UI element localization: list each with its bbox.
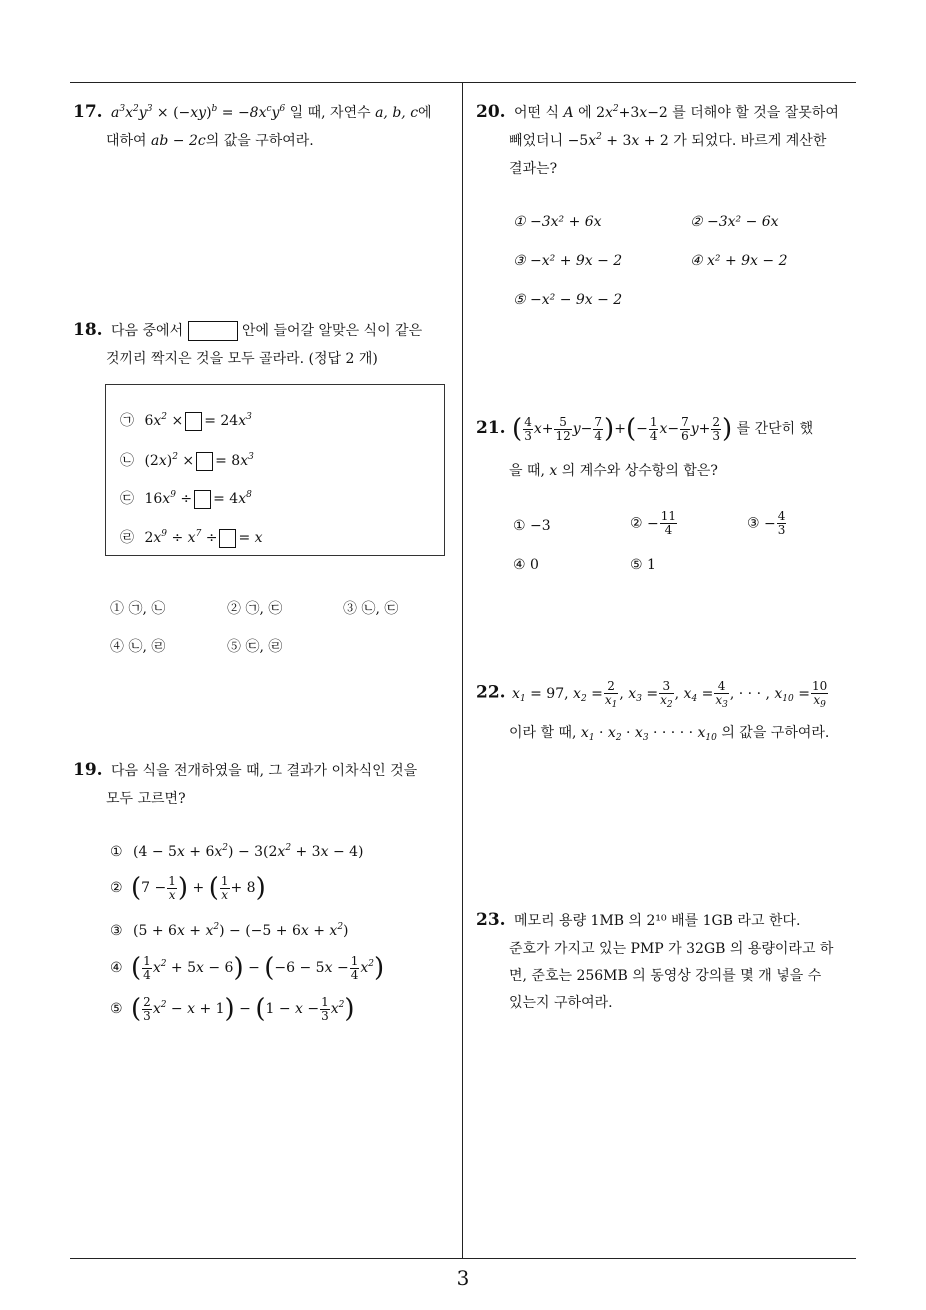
column-divider	[462, 83, 463, 1259]
option-mark: ③	[110, 923, 123, 939]
expression: ab − 2c	[151, 133, 206, 149]
item-mark: ㉢	[120, 491, 134, 507]
question-21: 21. ( $\frac{4}{3}$ x+ $\frac{5}{12}$ y− $\frac{7}{4}$ )+(− $\frac{1}{4}$ x− $\frac{7}{6}$ y+ $\frac{2}{3}$ ) 를 간단히 했	[476, 414, 814, 444]
question-19	[73, 760, 417, 780]
q19-option-4[interactable]: ④ ( $\frac{1}{4}$ $x^2 + 5x - 6) - (-6 - 5x$ − $\frac{1}{4}$ $x^2$)	[110, 953, 385, 983]
question-text: 다음 식을 전개하였을 때, 그 결과가 이차식인 것을	[111, 763, 418, 779]
question-text: 을 때,	[509, 463, 545, 479]
q21-option-1[interactable]: ① −3	[513, 518, 551, 534]
question-23-line4	[509, 992, 613, 1012]
option-mark: ④	[110, 960, 123, 976]
question-text: 를 간단히 했	[736, 421, 814, 437]
question-number: 20.	[476, 102, 506, 122]
question-text: 준호가 가지고 있는 PMP 가 32GB 의 용량이라고 하	[509, 941, 834, 957]
top-rule	[70, 82, 856, 83]
question-17: 17. $a^3x^2y^3 \times (-xy)^b = -8x^cy^6$ 일 때, 자연수 a, b, c에	[73, 102, 432, 122]
item-c: ㉢ $16x^9$ ÷ = $4x^8$	[120, 490, 252, 507]
question-22-line2: 이라 할 때, $x_1 \cdot x_2 \cdot x_3$ · · · · · $x_{10}$ 의 값을 구하여라.	[509, 725, 830, 743]
q21-option-4[interactable]: ④ 0	[513, 557, 539, 573]
question-text: 안에 들어갈 알맞은 식이 같은	[242, 323, 423, 339]
q21-option-3[interactable]: ③ − $\frac{4}{3}$	[747, 509, 786, 537]
q20-option-1[interactable]: ① −3x² + 6x	[513, 214, 602, 230]
question-number: 21.	[476, 418, 506, 438]
q20-option-5[interactable]: ⑤ −x² − 9x − 2	[513, 292, 623, 308]
question-text: 다음 중에서	[111, 323, 184, 339]
q20-option-4[interactable]: ④ x² + 9x − 2	[690, 253, 788, 269]
q19-option-5[interactable]: ⑤ ( $\frac{2}{3}$ $x^2 - x + 1) - (1 - x$ − $\frac{1}{3}$ $x^2$)	[110, 994, 355, 1024]
question-text: 를 더해야 할 것을 잘못하여	[672, 105, 839, 121]
question-text: 의 값을 구하여라.	[205, 133, 314, 149]
variables: a, b, c	[375, 105, 419, 121]
item-mark: ㉠	[120, 413, 134, 429]
question-18-line2	[106, 348, 378, 368]
item-b: ㉡ $(2x)^2$ × = $8x^3$	[120, 452, 254, 469]
blank-box	[188, 321, 238, 341]
question-21-line2: 을 때, x 의 계수와 상수항의 합은?	[509, 463, 718, 479]
question-text: 메모리 용량 1MB 의 2¹⁰ 배를 1GB 라고 한다.	[514, 913, 801, 929]
question-text: 이라 할 때,	[509, 725, 577, 741]
q20-option-2[interactable]: ② −3x² − 6x	[690, 214, 779, 230]
question-19-line2	[106, 788, 186, 808]
item-d: ㉣ $2x^9 \div x^7$ ÷ = x	[120, 529, 263, 546]
page-number: 3	[456, 1266, 470, 1290]
item-a: ㉠ $6x^2$ × = $24x^3$	[120, 412, 252, 429]
question-text: 의 값을 구하여라.	[721, 725, 830, 741]
q19-option-3[interactable]: ③ $(5 + 6x + x^2) - (-5 + 6x + x^2)$	[110, 922, 349, 939]
q21-option-5[interactable]: ⑤ 1	[630, 557, 656, 573]
q21-option-2[interactable]: ② − $\frac{11}{4}$	[630, 509, 677, 537]
option-mark: ⑤	[110, 1001, 123, 1017]
option-mark: ①	[110, 844, 123, 860]
question-23	[476, 910, 800, 930]
option-mark: ②	[110, 880, 123, 896]
question-text: 빼었더니	[509, 133, 564, 149]
question-number: 19.	[73, 760, 103, 780]
option-1[interactable]: ① ㉠, ㉡	[110, 601, 166, 617]
question-text: 모두 고르면?	[106, 791, 186, 807]
bottom-rule	[70, 1258, 856, 1259]
question-text: 결과는?	[509, 161, 558, 177]
question-number: 23.	[476, 910, 506, 930]
question-text: 일 때, 자연수	[289, 105, 371, 121]
question-text: 있는지 구하여라.	[509, 995, 613, 1011]
question-22: 22. $x_1 = 97$, $x_2$ = $\frac{2}{x_1}$ , $x_3$ = $\frac{3}{x_2}$ , $x_4$ = $\frac{4}{x_3}$ , · · · , $x_{10}$ = $\frac{10}{x_9}$	[476, 679, 828, 710]
option-mark: ③	[747, 515, 760, 532]
question-18	[73, 320, 422, 341]
q20-option-3[interactable]: ③ −x² + 9x − 2	[513, 253, 623, 269]
item-mark: ㉡	[120, 453, 134, 469]
question-text: 의 계수와 상수항의 합은?	[561, 463, 718, 479]
option-2[interactable]: ② ㉠, ㉢	[227, 601, 283, 617]
question-20: 20. 어떤 식 A 에 $2x^2+3x-2$ 를 더해야 할 것을 잘못하여	[476, 102, 839, 122]
question-text: 것끼리 짝지은 것을 모두 골라라. (정답 2 개)	[106, 351, 378, 367]
question-17-line2	[106, 130, 314, 150]
q19-option-2[interactable]: ② (7 − $\frac{1}{x}$ ) + ( $\frac{1}{x}$ + 8)	[110, 873, 266, 903]
question-text: 에	[578, 105, 592, 121]
question-text: 대하여	[106, 133, 147, 149]
question-number: 18.	[73, 320, 103, 340]
option-4[interactable]: ④ ㉡, ㉣	[110, 639, 166, 655]
question-23-line3	[509, 965, 821, 985]
q19-option-1[interactable]: ① $(4 - 5x + 6x^2) - 3(2x^2 + 3x - 4)$	[110, 843, 364, 860]
question-text: 면, 준호는 256MB 의 동영상 강의를 몇 개 넣을 수	[509, 968, 822, 984]
question-20-line2: 빼었더니 $-5x^2 + 3x + 2$ 가 되었다. 바르게 계산한	[509, 132, 827, 149]
question-text: 가 되었다. 바르게 계산한	[673, 133, 827, 149]
question-23-line2	[509, 938, 833, 958]
option-mark: ②	[630, 515, 643, 532]
question-number: 22.	[476, 682, 506, 703]
question-number: 17.	[73, 102, 103, 122]
question-text: 어떤 식	[514, 105, 560, 121]
item-mark: ㉣	[120, 530, 134, 546]
option-5[interactable]: ⑤ ㉢, ㉣	[227, 639, 283, 655]
question-20-line3	[509, 158, 557, 178]
question-text: 에	[418, 105, 432, 121]
option-3[interactable]: ③ ㉡, ㉢	[343, 601, 399, 617]
